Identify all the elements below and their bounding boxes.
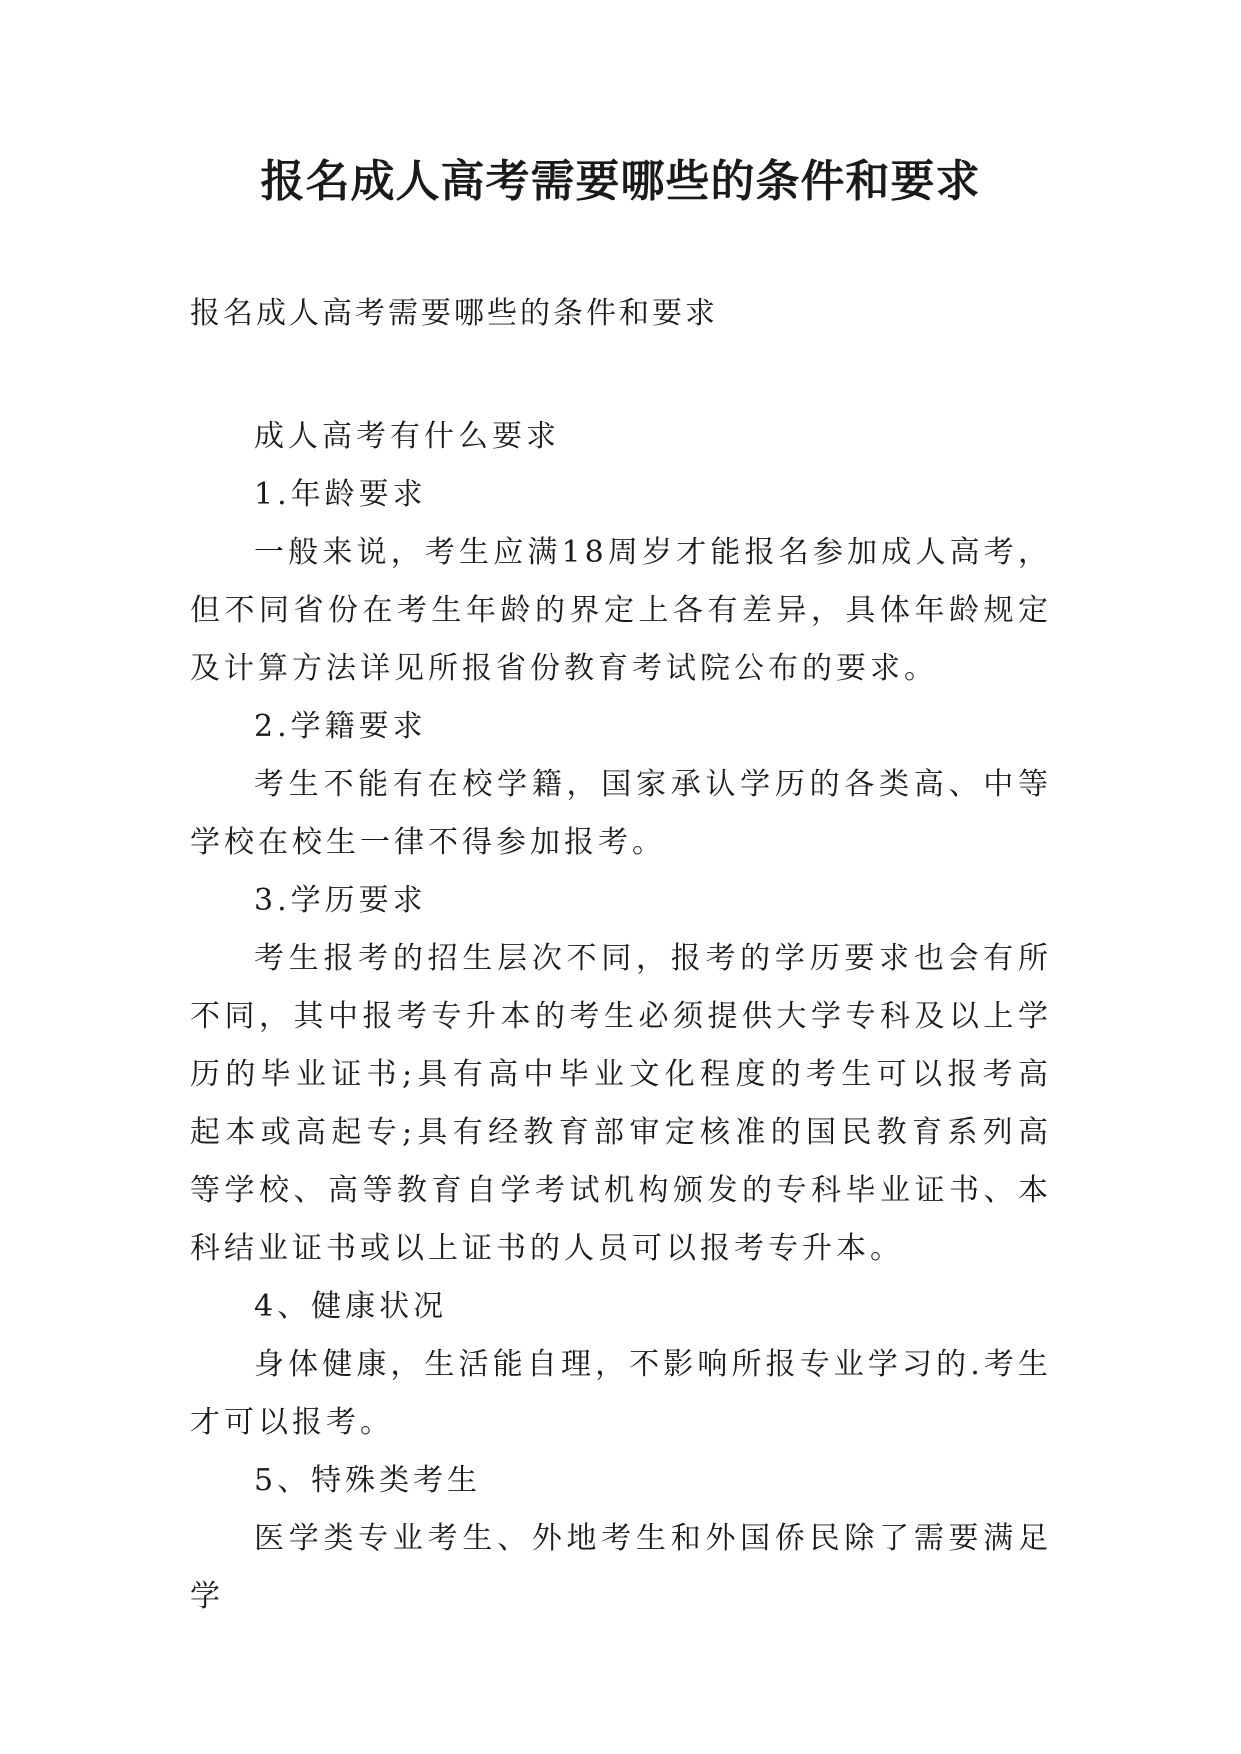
- section-heading-age: 1.年龄要求: [254, 477, 427, 512]
- section-heading-education: 3.学历要求: [254, 883, 427, 918]
- document-subtitle: 报名成人高考需要哪些的条件和要求: [190, 296, 718, 331]
- paragraph-education: 考生报考的招生层次不同，报考的学历要求也会有所不同，其中报考专升本的考生必须提供大学专科及以上学历的毕业证书;具有高中毕业文化程度的考生可以报考高起本或高起专;具有经教育部审定核准的国民教育系列高等学校、高等教育自学考试机构颁发的专科毕业证书、本科结业证书或以上证书的人员可以报考专升本。: [190, 941, 1052, 1266]
- document-body: [190, 408, 1052, 1626]
- section-heading-health: 4、健康状况: [254, 1289, 448, 1324]
- paragraph-health: 身体健康，生活能自理，不影响所报专业学习的.考生才可以报考。: [190, 1347, 1052, 1440]
- paragraph-age: 一般来说，考生应满18周岁才能报名参加成人高考，但不同省份在考生年龄的界定上各有差异，具体年龄规定及计算方法详见所报省份教育考试院公布的要求。: [190, 535, 1052, 686]
- section-heading-special: 5、特殊类考生: [254, 1463, 482, 1498]
- section-heading-enrollment: 2.学籍要求: [254, 709, 427, 744]
- paragraph-enrollment: 考生不能有在校学籍，国家承认学历的各类高、中等学校在校生一律不得参加报考。: [190, 767, 1052, 860]
- document-title: 报名成人高考需要哪些的条件和要求: [260, 156, 981, 207]
- section-heading-requirements: 成人高考有什么要求: [254, 419, 560, 454]
- paragraph-special: 医学类专业考生、外地考生和外国侨民除了需要满足学: [190, 1521, 1052, 1614]
